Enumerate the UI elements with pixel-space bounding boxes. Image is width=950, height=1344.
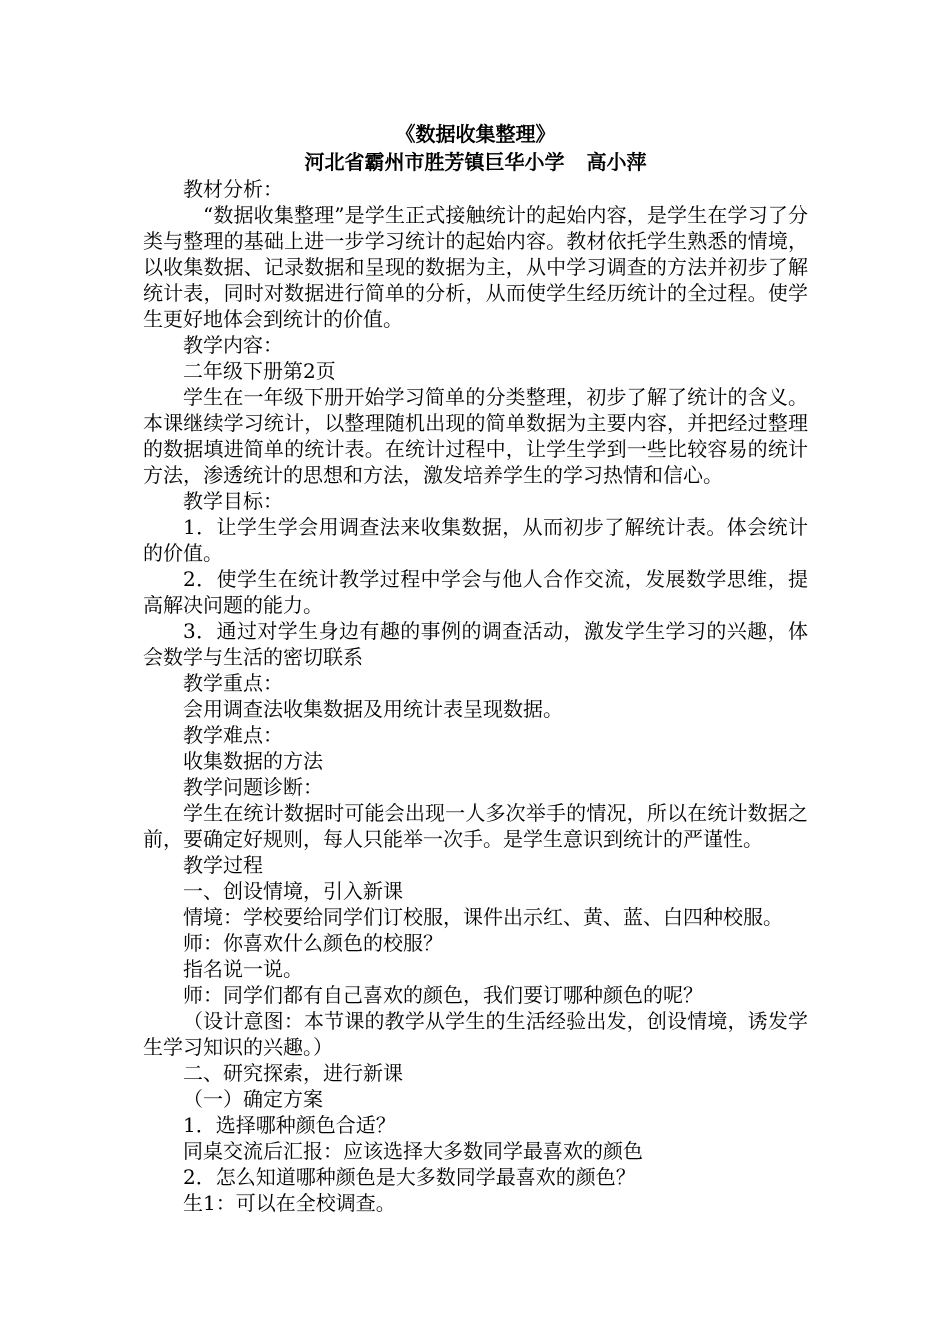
document-title: 《数据收集整理》 [395, 122, 556, 146]
paragraph-goal-2: 2．使学生在统计教学过程中学会与他人合作交流，发展数学思维，提高解决问题的能力。 [143, 567, 808, 617]
paragraph-key-points: 会用调查法收集数据及用统计表呈现数据。 [183, 697, 563, 721]
paragraph-report: 同桌交流后汇报：应该选择大多数同学最喜欢的颜色 [183, 1139, 643, 1163]
paragraph-design-intent: （设计意图：本节课的教学从学生的生活经验出发，创设情境，诱发学生学习知识的兴趣。） [143, 1009, 808, 1059]
paragraph-question-2: 2．怎么知道哪种颜色是大多数同学最喜欢的颜色？ [183, 1165, 636, 1189]
paragraph-goal-3: 3．通过对学生身边有趣的事例的调查活动，激发学生学习的兴趣，体会数学与生活的密切联系 [143, 619, 808, 669]
heading-subsection-1: （一）确定方案 [183, 1087, 323, 1111]
paragraph-problem-diagnosis: 学生在统计数据时可能会出现一人多次举手的情况，所以在统计数据之前，要确定好规则，每人只能举一次手。是学生意识到统计的严谨性。 [143, 801, 808, 851]
heading-teaching-process: 教学过程 [183, 853, 263, 877]
paragraph-textbook-analysis: “数据收集整理”是学生正式接触统计的起始内容，是学生在学习了分类与整理的基础上进一步学习统计的起始内容。教材依托学生熟悉的情境，以收集数据、记录数据和呈现的数据为主，从中学习调查的方法并初步了解统计表，同时对数据进行简单的分析，从而使学生经历统计的全过程。使学生更好地体会到统计的价值。 [143, 203, 808, 331]
author-name: 高小萍 [586, 150, 647, 174]
heading-teaching-content: 教学内容： [183, 333, 283, 357]
paragraph-textbook-page: 二年级下册第2页 [183, 359, 336, 383]
paragraph-question-1: 1．选择哪种颜色合适？ [183, 1113, 396, 1137]
heading-textbook-analysis: 教材分析： [183, 177, 283, 201]
paragraph-difficulties: 收集数据的方法 [183, 749, 323, 773]
paragraph-teaching-content: 学生在一年级下册开始学习简单的分类整理，初步了解了统计的含义。本课继续学习统计，以整理随机出现的简单数据为主要内容，并把经过整理的数据填进简单的统计表。在统计过程中，让学生学到一些比较容易的统计方法，渗透统计的思想和方法，激发培养学生的学习热情和信心。 [143, 385, 808, 487]
paragraph-scenario: 情境：学校要给同学们订校服，课件出示红、黄、蓝、白四种校服。 [183, 905, 783, 929]
heading-section-2: 二、研究探索，进行新课 [183, 1061, 403, 1085]
school-name: 河北省霸州市胜芳镇巨华小学 [304, 150, 565, 174]
heading-section-1: 一、创设情境，引入新课 [183, 879, 403, 903]
paragraph-student-1: 生1：可以在全校调查。 [183, 1191, 396, 1215]
paragraph-goal-1: 1．让学生学会用调查法来收集数据，从而初步了解统计表。体会统计的价值。 [143, 515, 808, 565]
paragraph-call-on: 指名说一说。 [183, 957, 303, 981]
heading-problem-diagnosis: 教学问题诊断： [183, 775, 323, 799]
paragraph-teacher-question-2: 师：同学们都有自己喜欢的颜色，我们要订哪种颜色的呢？ [183, 983, 703, 1007]
heading-key-points: 教学重点： [183, 671, 283, 695]
document-subtitle [143, 148, 808, 176]
paragraph-teacher-question-1: 师：你喜欢什么颜色的校服？ [183, 931, 443, 955]
heading-teaching-goals: 教学目标： [183, 489, 283, 513]
document-page [143, 120, 808, 1216]
heading-difficulties: 教学难点： [183, 723, 283, 747]
